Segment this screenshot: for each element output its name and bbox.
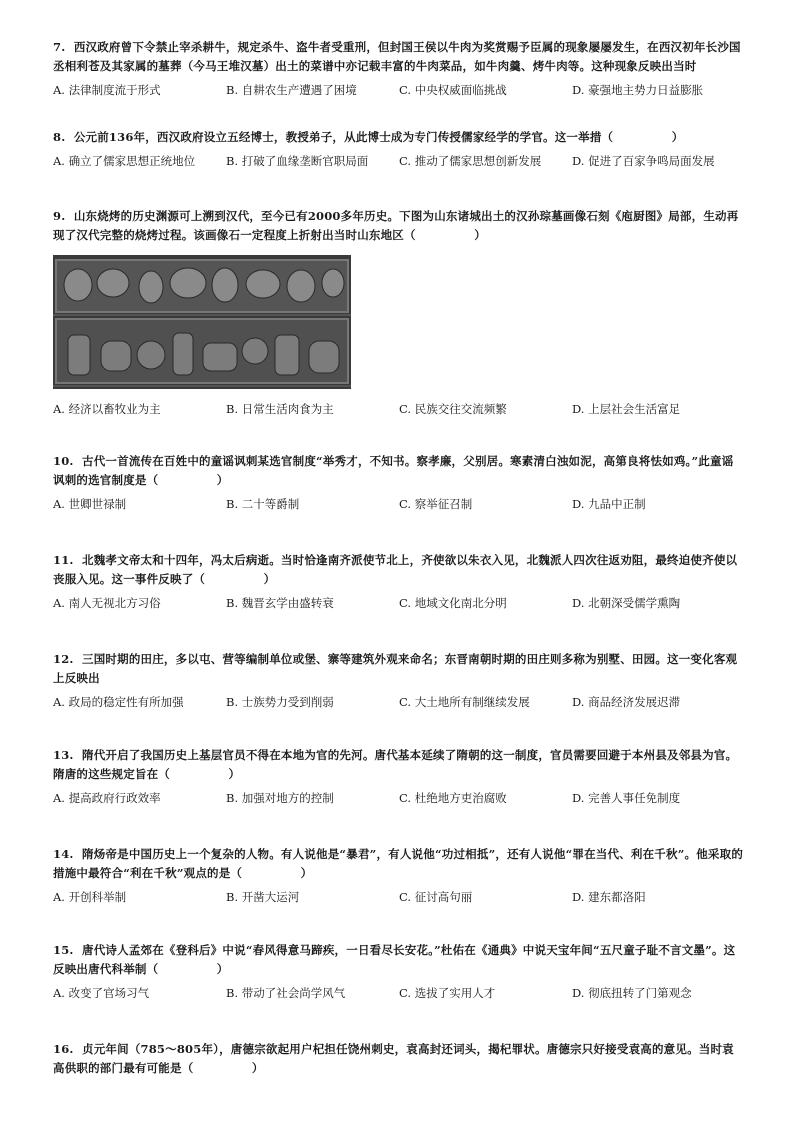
option-a: A. 改变了官场习气	[53, 986, 150, 1000]
options-row	[53, 694, 745, 710]
option-b: B. 加强对地方的控制	[226, 791, 334, 805]
option-d: D. 豪强地主势力日益膨胀	[572, 83, 704, 97]
option-c: C. 推动了儒家思想创新发展	[399, 154, 542, 168]
option-c: C. 征讨高句丽	[399, 890, 473, 904]
question-9	[53, 207, 745, 245]
question-stem: 西汉政府曾下令禁止宰杀耕牛，规定杀牛、盗牛者受重刑，但封国王侯以牛肉为奖赏赐予臣属的现象屡屡发生，在西汉初年长沙国丞相利苍及其家属的墓葬（今马王堆汉墓）出土的菜谱中亦记载丰富的牛肉菜品，如牛肉羹、烤牛肉等。这种现象反映出当时	[53, 40, 741, 73]
question-stem: 北魏孝文帝太和十四年，冯太后病逝。当时恰逢南齐派使节北上，齐使欲以朱衣入见，北魏派人四次往返劝阻，最终迫使齐使以丧服入见。这一事件反映了（ ）	[53, 553, 738, 586]
question-number: 9.	[53, 209, 66, 223]
question-stem: 隋代开启了我国历史上基层官员不得在本地为官的先河。唐代基本延续了隋朝的这一制度，官员需要回避于本州县及邻县为官。隋唐的这些规定旨在（ ）	[53, 748, 738, 781]
options-row	[53, 153, 745, 169]
option-b: B. 魏晋玄学由盛转衰	[226, 596, 334, 610]
option-d: D. 完善人事任免制度	[572, 791, 681, 805]
question-16	[53, 1040, 745, 1078]
question-number: 12.	[53, 652, 74, 666]
question-number: 14.	[53, 847, 74, 861]
question-number: 11.	[53, 553, 74, 567]
option-d: D. 彻底扭转了门第观念	[572, 986, 692, 1000]
option-c: C. 大土地所有制继续发展	[399, 695, 530, 709]
question-10	[53, 452, 745, 512]
option-a: A. 经济以畜牧业为主	[53, 402, 161, 416]
question-15	[53, 941, 745, 1001]
option-a: A. 确立了儒家思想正统地位	[53, 154, 196, 168]
question-stem: 三国时期的田庄，多以屯、营等编制单位或堡、寨等建筑外观来命名；东晋南朝时期的田庄则多称为别墅、田园。这一变化客观上反映出	[53, 652, 738, 685]
option-a: A. 提高政府行政效率	[53, 791, 161, 805]
option-b: B. 带动了社会尚学风气	[226, 986, 346, 1000]
option-c: C. 中央权威面临挑战	[399, 83, 507, 97]
options-row	[53, 595, 745, 611]
option-b: B. 日常生活肉食为主	[226, 402, 334, 416]
question-14	[53, 845, 745, 905]
question-number: 15.	[53, 943, 74, 957]
option-d: D. 北朝深受儒学熏陶	[572, 596, 681, 610]
question-12	[53, 650, 745, 710]
option-d: D. 上层社会生活富足	[572, 402, 681, 416]
option-c: C. 杜绝地方吏治腐败	[399, 791, 507, 805]
question-stem: 公元前136年，西汉政府设立五经博士，教授弟子，从此博士成为专门传授儒家经学的学官。这一举措（ ）	[73, 130, 684, 144]
option-b: B. 打破了血缘垄断官职局面	[226, 154, 369, 168]
option-a: A. 南人无视北方习俗	[53, 596, 161, 610]
question-stem: 山东烧烤的历史渊源可上溯到汉代，至今已有2000多年历史。下图为山东诸城出土的汉孙琮墓画像石刻《庖厨图》局部，生动再现了汉代完整的烧烤过程。该画像石一定程度上折射出当时山东地区（ ）	[53, 209, 739, 242]
option-c: C. 选拔了实用人才	[399, 986, 496, 1000]
option-b: B. 士族势力受到削弱	[226, 695, 334, 709]
question-13	[53, 746, 745, 806]
option-d: D. 商品经济发展迟滞	[572, 695, 681, 709]
option-a: A. 法律制度流于形式	[53, 83, 161, 97]
question-stem: 古代一首流传在百姓中的童谣讽刺某选官制度“举秀才，不知书。察孝廉，父别居。寒素清白浊如泥，高第良将怯如鸡。”此童谣讽刺的选官制度是（ ）	[53, 454, 734, 487]
option-c: C. 地域文化南北分明	[399, 596, 507, 610]
options-row	[53, 889, 745, 905]
question-9-options	[53, 401, 745, 417]
options-row	[53, 790, 745, 806]
question-number: 10.	[53, 454, 74, 468]
question-7	[53, 38, 745, 98]
stone-relief-image	[53, 255, 351, 389]
option-a: A. 政局的稳定性有所加强	[53, 695, 184, 709]
option-b: B. 二十等爵制	[226, 497, 300, 511]
question-number: 16.	[53, 1042, 74, 1056]
options-row	[53, 82, 745, 98]
options-row	[53, 496, 745, 512]
question-8	[53, 128, 745, 169]
option-c: C. 民族交往交流频繁	[399, 402, 507, 416]
options-row	[53, 401, 745, 417]
option-b: B. 自耕农生产遭遇了困境	[226, 83, 357, 97]
option-a: A. 开创科举制	[53, 890, 127, 904]
option-d: D. 建东都洛阳	[572, 890, 646, 904]
option-d: D. 促进了百家争鸣局面发展	[572, 154, 715, 168]
question-number: 7.	[53, 40, 66, 54]
question-stem: 唐代诗人孟郊在《登科后》中说“春风得意马蹄疾，一日看尽长安花。”杜佑在《通典》中说天宝年间“五尺童子耻不言文墨”。这反映出唐代科举制（ ）	[53, 943, 736, 976]
question-stem: 隋炀帝是中国历史上一个复杂的人物。有人说他是“暴君”，有人说他“功过相抵”，还有人说他“罪在当代、利在千秋”。他采取的措施中最符合“利在千秋”观点的是（ ）	[53, 847, 744, 880]
options-row	[53, 985, 745, 1001]
option-a: A. 世卿世禄制	[53, 497, 127, 511]
option-d: D. 九品中正制	[572, 497, 646, 511]
option-c: C. 察举征召制	[399, 497, 473, 511]
option-b: B. 开凿大运河	[226, 890, 300, 904]
question-number: 13.	[53, 748, 74, 762]
question-stem: 贞元年间（785～805年），唐德宗欲起用户杞担任饶州刺史，袁高封还词头，揭杞罪状。唐德宗只好接受袁高的意见。当时袁高供职的部门最有可能是（ ）	[53, 1042, 734, 1075]
question-11	[53, 551, 745, 611]
question-number: 8.	[53, 130, 66, 144]
